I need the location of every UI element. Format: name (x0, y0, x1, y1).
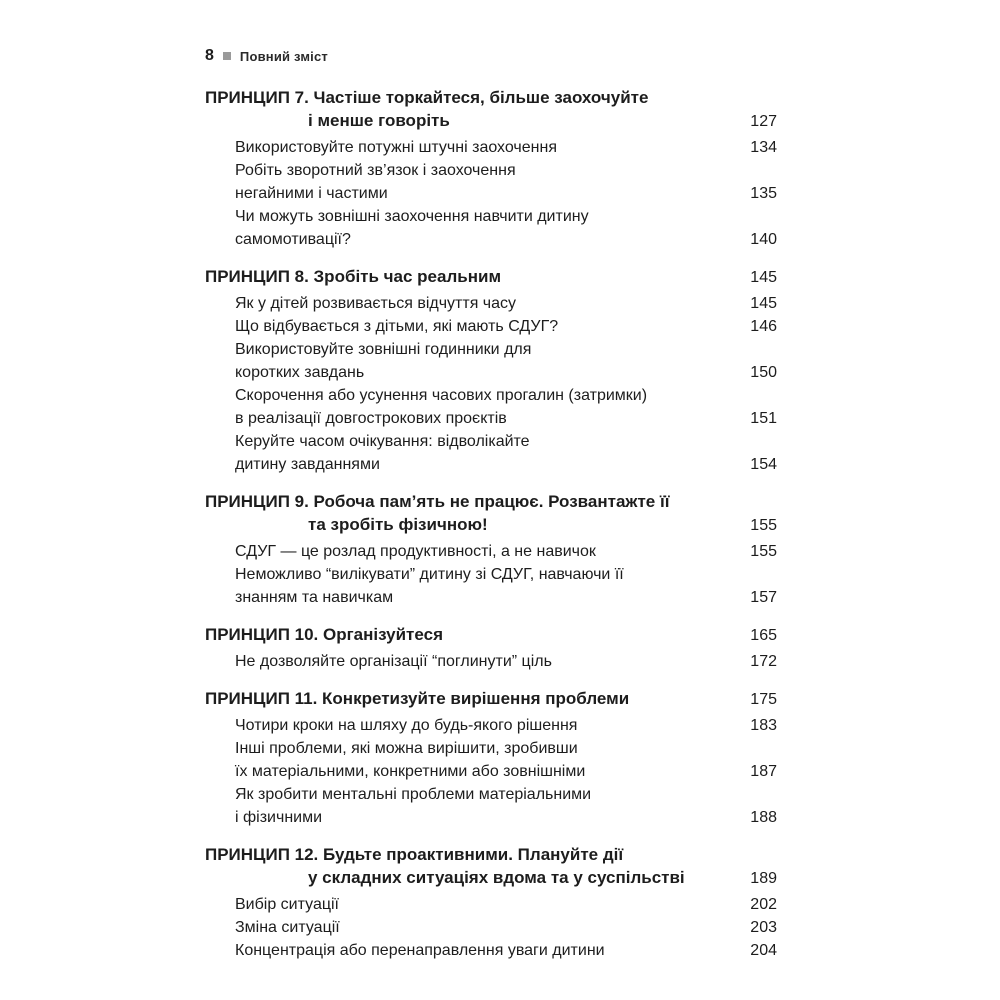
toc-section (205, 623, 777, 673)
toc-line (205, 407, 777, 430)
toc-line (205, 361, 777, 384)
toc-line (205, 939, 777, 962)
toc-item (205, 540, 777, 563)
toc-item-page-number: 202 (750, 896, 777, 913)
toc-item (205, 315, 777, 338)
header-square-icon (223, 52, 231, 60)
toc-item-text: СДУГ — це розлад продуктивності, а не навичок (235, 543, 596, 560)
toc-item (205, 939, 777, 962)
toc-item-text: Концентрація або перенаправлення уваги дитини (235, 942, 605, 959)
toc-item-page-number: 155 (750, 543, 777, 560)
toc-heading-text: ПРИНЦИП 8. Зробіть час реальним (205, 267, 502, 286)
toc-heading-page-number: 189 (750, 870, 777, 887)
toc-line (205, 315, 777, 338)
toc-item-text: Робіть зворотний зв’язок і заохочення (235, 162, 516, 179)
toc-line (205, 292, 777, 315)
toc-item-text: негайними і частими (235, 185, 388, 202)
toc-line (205, 430, 777, 453)
toc-line (205, 760, 777, 783)
toc-item-page-number: 146 (750, 318, 777, 335)
toc-item-text: Неможливо “вилікувати” дитину зі СДУГ, навчаючи її (235, 566, 624, 583)
toc-line (205, 563, 777, 586)
toc-line (205, 916, 777, 939)
toc-line (205, 540, 777, 563)
toc-heading-page-number: 127 (750, 113, 777, 130)
toc-item (205, 384, 777, 430)
toc-line (205, 384, 777, 407)
toc-item-page-number: 154 (750, 456, 777, 473)
page-number: 8 (205, 47, 214, 64)
toc-line (205, 453, 777, 476)
toc-item-text: дитину завданнями (235, 456, 380, 473)
toc-line (205, 159, 777, 182)
toc-heading-text: ПРИНЦИП 11. Конкретизуйте вирішення проблеми (205, 689, 630, 708)
toc-item (205, 714, 777, 737)
toc-section (205, 843, 777, 962)
toc-item-text: і фізичними (235, 809, 323, 826)
toc-item-page-number: 145 (750, 295, 777, 312)
toc-item-text: Вибір ситуації (235, 896, 339, 913)
toc-item-page-number: 172 (750, 653, 777, 670)
toc-item-text: Що відбувається з дітьми, які мають СДУГ? (235, 318, 559, 335)
toc-heading-text: ПРИНЦИП 12. Будьте проактивними. Плануйте дії (205, 845, 624, 864)
toc-line (205, 893, 777, 916)
toc-item (205, 916, 777, 939)
toc-line (205, 687, 777, 711)
toc-heading-text: ПРИНЦИП 9. Робоча пам’ять не працює. Розвантажте її (205, 492, 670, 511)
toc-item (205, 893, 777, 916)
toc-item-text: Зміна ситуації (235, 919, 340, 936)
toc-item-text: знанням та навичкам (235, 589, 394, 606)
toc-heading (205, 687, 777, 711)
toc-item-page-number: 204 (750, 942, 777, 959)
toc-heading-page-number: 155 (750, 517, 777, 534)
toc-item-page-number: 183 (750, 717, 777, 734)
toc-item-page-number: 150 (750, 364, 777, 381)
toc-item-text: їх матеріальними, конкретними або зовнішніми (235, 763, 586, 780)
toc-item-text: Керуйте часом очікування: відволікайте (235, 433, 530, 450)
toc-item-page-number: 187 (750, 763, 777, 780)
toc-item-page-number: 157 (750, 589, 777, 606)
page-content (205, 46, 777, 962)
toc-item (205, 783, 777, 829)
toc-heading (205, 843, 777, 890)
toc-line (205, 490, 777, 513)
toc-item (205, 563, 777, 609)
toc-line (205, 714, 777, 737)
table-of-contents (205, 86, 777, 962)
toc-line (205, 806, 777, 829)
toc-item-page-number: 151 (750, 410, 777, 427)
toc-item-page-number: 188 (750, 809, 777, 826)
toc-item-text: Використовуйте потужні штучні заохочення (235, 139, 557, 156)
toc-heading-text: та зробіть фізичною! (308, 515, 488, 534)
toc-heading-page-number: 175 (750, 691, 777, 708)
toc-item-text: Чотири кроки на шляху до будь-якого рішення (235, 717, 578, 734)
toc-item (205, 136, 777, 159)
toc-item (205, 737, 777, 783)
toc-line (205, 228, 777, 251)
toc-line (205, 136, 777, 159)
toc-line (205, 737, 777, 760)
toc-line (205, 783, 777, 806)
toc-line (205, 650, 777, 673)
toc-item (205, 205, 777, 251)
toc-line (205, 866, 777, 890)
toc-line (205, 513, 777, 537)
toc-heading-page-number: 165 (750, 627, 777, 644)
toc-section (205, 86, 777, 251)
toc-heading-page-number: 145 (750, 269, 777, 286)
toc-item (205, 650, 777, 673)
toc-line (205, 623, 777, 647)
toc-item (205, 292, 777, 315)
toc-section (205, 265, 777, 476)
toc-heading-text: у складних ситуаціях вдома та у суспільстві (308, 868, 685, 887)
toc-item (205, 159, 777, 205)
toc-item-text: коротких завдань (235, 364, 365, 381)
toc-item-text: в реалізації довгострокових проєктів (235, 410, 507, 427)
toc-heading (205, 623, 777, 647)
toc-item-page-number: 203 (750, 919, 777, 936)
toc-line (205, 205, 777, 228)
toc-item-text: самомотивації? (235, 231, 351, 248)
toc-item (205, 338, 777, 384)
toc-item-text: Як зробити ментальні проблеми матеріальними (235, 786, 592, 803)
running-header (205, 46, 777, 66)
toc-heading-text: і менше говоріть (308, 111, 450, 130)
toc-line (205, 109, 777, 133)
toc-section (205, 490, 777, 609)
toc-heading (205, 265, 777, 289)
toc-item-text: Як у дітей розвивається відчуття часу (235, 295, 517, 312)
toc-section (205, 687, 777, 829)
toc-item-text: Не дозволяйте організації “поглинути” ціль (235, 653, 552, 670)
toc-heading-text: ПРИНЦИП 7. Частіше торкайтеся, більше заохочуйте (205, 88, 649, 107)
toc-line (205, 586, 777, 609)
toc-item-page-number: 140 (750, 231, 777, 248)
toc-heading-text: ПРИНЦИП 10. Організуйтеся (205, 625, 443, 644)
toc-line (205, 338, 777, 361)
toc-item-text: Інші проблеми, які можна вирішити, зробивши (235, 740, 578, 757)
toc-item-page-number: 134 (750, 139, 777, 156)
toc-item-page-number: 135 (750, 185, 777, 202)
toc-item (205, 430, 777, 476)
toc-item-text: Використовуйте зовнішні годинники для (235, 341, 532, 358)
header-title: Повний зміст (239, 48, 328, 64)
toc-line (205, 182, 777, 205)
toc-line (205, 843, 777, 866)
toc-item-text: Скорочення або усунення часових прогалин (затримки) (235, 387, 648, 404)
toc-heading (205, 490, 777, 537)
toc-line (205, 265, 777, 289)
toc-item-text: Чи можуть зовнішні заохочення навчити дитину (235, 208, 589, 225)
toc-heading (205, 86, 777, 133)
toc-line (205, 86, 777, 109)
